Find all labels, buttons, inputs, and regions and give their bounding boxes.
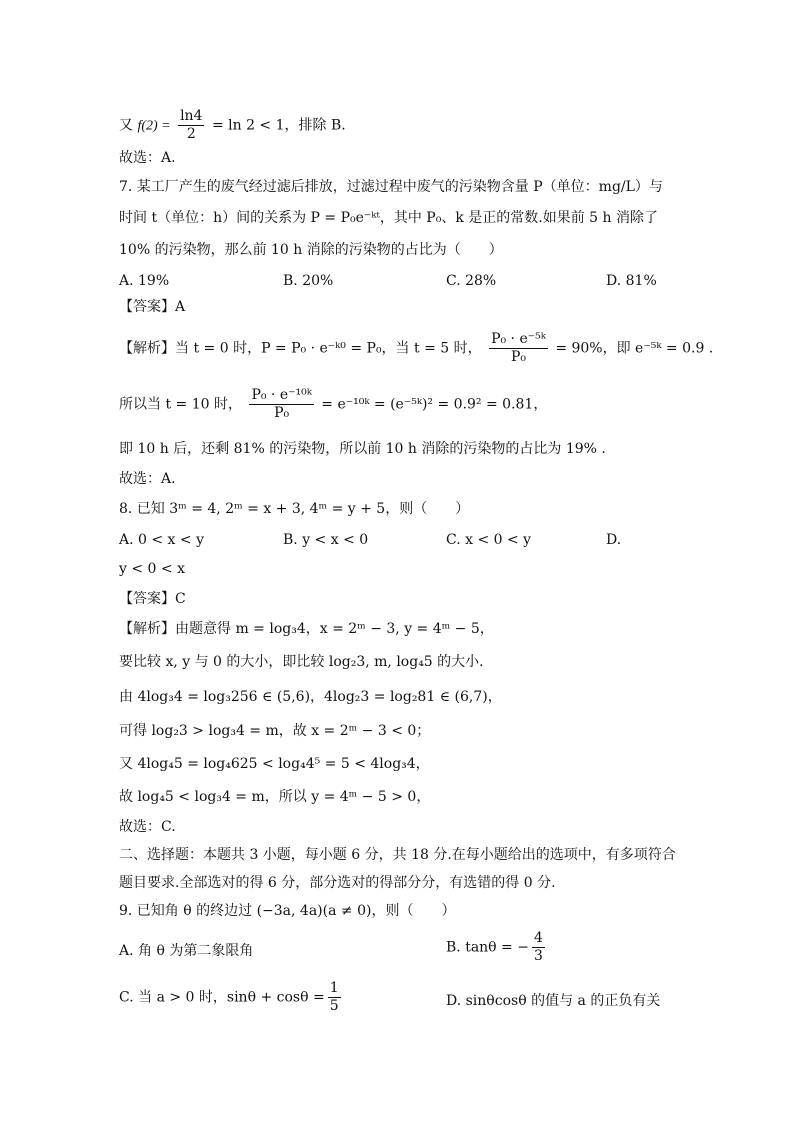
fraction <box>489 331 548 366</box>
fraction <box>178 108 204 143</box>
denominator: P₀ <box>274 405 290 421</box>
denominator: 3 <box>533 948 543 964</box>
q8-option-b: B. y < x < 0 <box>283 532 369 548</box>
numerator: P₀ · e⁻⁵ᵏ <box>491 331 546 347</box>
q8-option-a: A. 0 < x < y <box>119 532 204 548</box>
text: 所以当 t = 10 时， <box>119 396 242 413</box>
q8-solution-5: 又 4log₄5 = log₄625 < log₄4⁵ = 5 < 4log₃4， <box>119 756 430 772</box>
q8-answer: 【答案】C <box>119 591 186 607</box>
line-f2 <box>119 108 346 143</box>
q7-solution-2 <box>119 387 547 422</box>
q7-option-d: D. 81% <box>606 273 657 289</box>
section-heading-line1: 二、选择题：本题共 3 小题，每小题 6 分，共 18 分.在每小题给出的选项中，有多项符合 <box>119 847 676 863</box>
q7-option-a: A. 19% <box>119 273 170 289</box>
numerator: 1 <box>329 980 339 996</box>
q8-final: 故选：C. <box>119 819 176 835</box>
q8-solution-2: 要比较 x, y 与 0 的大小，即比较 log₂3, m, log₄5 的大小. <box>119 654 484 670</box>
q9-stem: 9. 已知角 θ 的终边过 (−3a, 4a)(a ≠ 0)，则（ ） <box>119 903 456 919</box>
q8-option-d-content: y < 0 < x <box>119 561 185 577</box>
q9-option-d: D. sinθcosθ 的值与 a 的正负有关 <box>446 993 661 1009</box>
q7-option-c: C. 28% <box>446 273 497 289</box>
numerator: ln4 <box>180 108 203 124</box>
q8-solution-3: 由 4log₃4 = log₃256 ∈ (5,6)，4log₂3 = log₂81 ∈ (6,7)， <box>119 689 502 705</box>
denominator: P₀ <box>510 349 526 365</box>
q7-stem-line2: 时间 t（单位：h）间的关系为 P = P₀e⁻ᵏᵗ，其中 P₀、k 是正的常数.如果前 5 h 消除了 <box>119 210 658 226</box>
q8-option-c: C. x < 0 < y <box>446 532 532 548</box>
fraction <box>328 980 341 1015</box>
section-heading-line2: 题目要求.全部选对的得 6 分，部分选对的得部分分，有选错的得 0 分. <box>119 875 556 891</box>
text: = 90%，即 e⁻⁵ᵏ = 0.9 . <box>555 340 714 357</box>
q7-stem-line1: 7. 某工厂产生的废气经过滤后排放，过滤过程中废气的污染物含量 P（单位：mg/L）与 <box>119 179 663 195</box>
q7-solution-3: 即 10 h 后，还剩 81% 的污染物，所以前 10 h 消除的污染物的占比为 19% . <box>119 441 606 457</box>
text: C. 当 a > 0 时，sinθ + cosθ = <box>119 989 325 1006</box>
numerator: P₀ · e⁻¹⁰ᵏ <box>251 387 312 403</box>
q8-solution-6: 故 log₄5 < log₃4 = m，所以 y = 4ᵐ − 5 > 0， <box>119 789 431 805</box>
text: = ln 2 < 1，排除 B. <box>211 117 346 134</box>
fraction <box>532 930 545 965</box>
denominator: 5 <box>329 998 339 1014</box>
math: f(2) = <box>137 118 171 134</box>
q7-answer: 【答案】A <box>119 299 186 315</box>
q8-solution-1: 【解析】由题意得 m = log₃4，x = 2ᵐ − 3, y = 4ᵐ − 5， <box>119 621 494 637</box>
q8-solution-4: 可得 log₂3 > log₃4 = m，故 x = 2ᵐ − 3 < 0； <box>119 723 431 739</box>
q9-option-c <box>119 980 344 1015</box>
denominator: 2 <box>186 126 196 142</box>
text: = e⁻¹⁰ᵏ = (e⁻⁵ᵏ)² = 0.9² = 0.81， <box>321 396 548 413</box>
q9-option-a: A. 角 θ 为第二象限角 <box>119 943 254 959</box>
q7-stem-line3: 10% 的污染物，那么前 10 h 消除的污染物的占比为（ ） <box>119 242 503 258</box>
q7-final: 故选：A. <box>119 471 176 487</box>
text: 又 <box>119 117 138 134</box>
q7-option-b: B. 20% <box>283 273 334 289</box>
fraction <box>249 387 313 422</box>
q9-option-b <box>446 930 548 965</box>
answer-choice: 故选：A. <box>119 150 176 166</box>
text: 【解析】当 t = 0 时，P = P₀ · e⁻ᵏ⁰ = P₀，当 t = 5 时， <box>119 340 482 357</box>
q8-option-d: D. <box>606 532 622 548</box>
q7-solution-1 <box>119 331 713 366</box>
q8-stem: 8. 已知 3ᵐ = 4, 2ᵐ = x + 3, 4ᵐ = y + 5，则（ ） <box>119 501 470 517</box>
numerator: 4 <box>533 930 543 946</box>
text: B. tanθ = − <box>446 939 529 956</box>
